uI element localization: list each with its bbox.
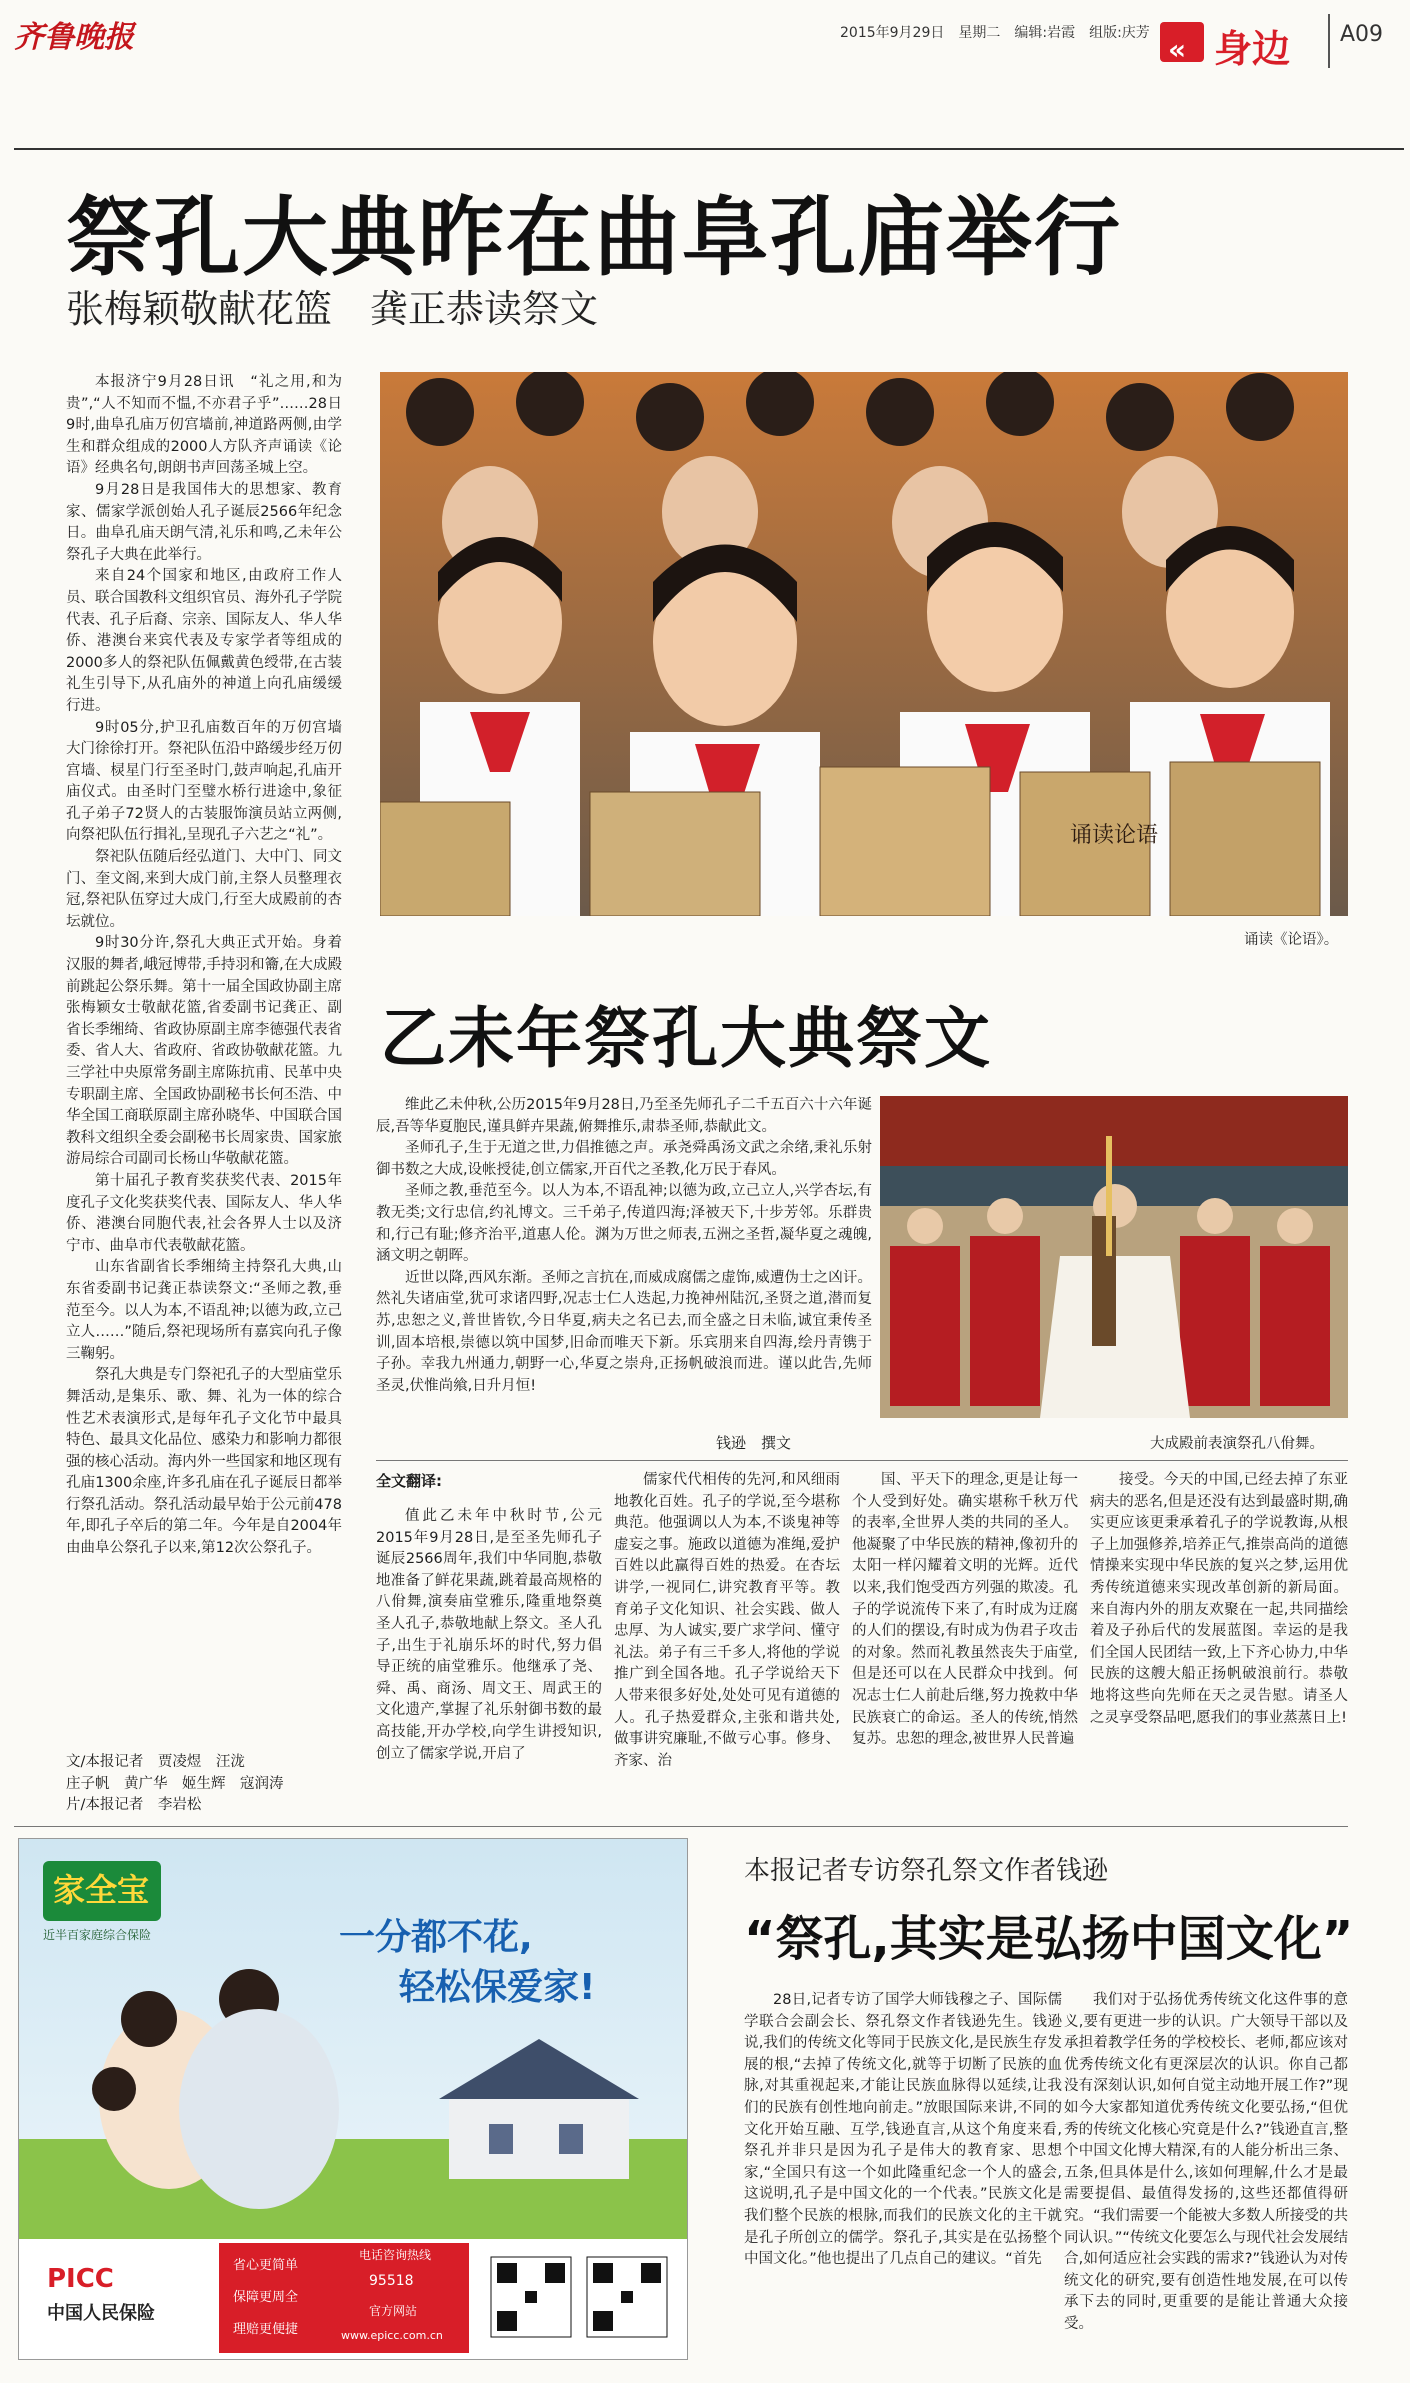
page-number: A09	[1340, 22, 1384, 47]
interview-title: “祭孔,其实是弘扬中国文化”	[744, 1911, 1354, 1967]
interview-kicker: 本报记者专访祭孔祭文作者钱逊	[744, 1856, 1109, 1886]
translation-column	[614, 1470, 840, 1772]
section-rule	[376, 1460, 1348, 1461]
jiwen-paragraph: 维此乙未仲秋,公历2015年9月28日,乃至圣先师孔子二千五百六十六年诞辰,吾等华夏胞民,谨具鲜卉果蔬,俯舞推乐,肃恭圣师,恭献此文。	[376, 1097, 872, 1135]
translation-paragraph: 儒家代代相传的先河,和风细雨地教化百姓。孔子的学说,至今堪称典范。他强调以人为本,不谈鬼神等虚妄之事。施政以道德为准绳,爱护百姓以此赢得百姓的热爱。在杏坛讲学,一视同仁,讲究教育平等。教育弟子文化知识、社会实践、做人忠厚、为人诚实,要广求学问、懂守礼法。弟子有三千多人,将他的学说推广到全国各地。孔子学说给天下人带来很多好处,处处可见有道德的人。孔子热爱群众,主张和谐共处,做事讲究廉耻,不做亏心事。修身、齐家、治	[614, 1472, 840, 1769]
lead-paragraph: 9时30分许,祭孔大典正式开始。身着汉服的舞者,峨冠博带,手持羽和籥,在大成殿前跳起公祭乐舞。第十一届全国政协副主席张梅颖女士敬献花篮,省委副书记龚正、副省长季缃绮、省政协原副主席李德强代表省委、省人大、省政府、省政协敬献花篮。九三学社中央原常务副主席陈抗甫、民革中央专职副主席、全国政协副秘书长何丕浩、中华全国工商联原副主席孙晓华、中国联合国教科文组织全委会副秘书长周家贵、国家旅游局综合司副司长杨山华敬献花篮。	[66, 935, 342, 1168]
lead-paragraph: 9时05分,护卫孔庙数百年的万仞宫墙大门徐徐打开。祭祀队伍沿中路缓步经万仞宫墙、棂星门行至圣时门,鼓声响起,孔庙开庙仪式。由圣时门至璧水桥行进途中,象征孔子弟子72贤人的古装服饰演员站立两侧,向祭祀队伍行揖礼,呈现孔子六艺之“礼”。	[66, 719, 342, 844]
translation-label: 全文翻译:	[376, 1472, 442, 1490]
masthead-divider	[1328, 14, 1330, 68]
lead-paragraph: 本报济宁9月28日讯 “礼之用,和为贵”,“人不知而不愠,不亦君子乎”……28日9时,曲阜孔庙万仞宫墙前,神道路两侧,由学生和群众组成的2000人方队齐声诵读《论语》经典名句,朗朗书声回荡圣城上空。	[66, 374, 342, 477]
lead-paragraph: 祭孔大典是专门祭祀孔子的大型庙堂乐舞活动,是集乐、歌、舞、礼为一体的综合性艺术表演形式,是每年孔子文化节中最具特色、最具文化品位、感染力和影响力都很强的核心活动。海内外一些国家和地区现有孔庙1300余座,许多孔庙在孔子诞辰日都举行祭孔活动。祭孔活动最早始于公元前478年,即孔子卒后的第二年。今年是自2004年由曲阜公祭孔子以来,第12次公祭孔子。	[66, 1367, 342, 1557]
byline-line: 文/本报记者 贾凌煜 汪泷	[66, 1754, 245, 1770]
book-cover-text: 诵读论语	[1070, 823, 1159, 848]
bottom-rule	[14, 1826, 1348, 1827]
translation-column	[1090, 1470, 1348, 1729]
jiwen-signature: 钱逊 撰文	[716, 1434, 792, 1452]
issue-meta: 2015年9月29日 星期二 编辑:岩霞 组版:庆芳	[840, 25, 1150, 41]
newspaper-logo: 齐鲁晚报	[14, 20, 134, 55]
qr-code-icon	[491, 2257, 571, 2337]
jiwen-paragraph: 近世以降,西风东渐。圣师之言抗在,而威成腐儒之虚饰,威遭伪士之凶讦。然礼失诸庙堂,犹可求诸四野,况志士仁人迭起,力挽神州陆沉,圣贤之道,潜而复苏,忠恕之义,普世皆钦,今日华夏,病夫之名已去,而全盛之日未临,诚宜秉传圣训,固本培根,崇德以筑中国梦,旧命而唯天下新。乐宾朋来自四海,绘丹青镌于子孙。幸我九州通力,朝野一心,华夏之崇舟,正扬帆破浪而进。谨以此告,先师圣灵,伏惟尚飨,日升月恒!	[376, 1269, 872, 1394]
lead-paragraph: 9月28日是我国伟大的思想家、教育家、儒家学派创始人孔子诞辰2566年纪念日。曲阜孔庙天朗气清,礼乐和鸣,乙未年公祭孔子大典在此举行。	[66, 481, 342, 563]
interview-paragraph: 28日,记者专访了国学大师钱穆之子、国际儒学联合会副会长、祭孔祭文作者钱逊先生。钱逊说,我们的传统文化等同于民族文化,是民族生存发展的根,“去掉了传统文化,就等于切断了民族的血脉,对其重视起来,才能让民族血脉得以延续,让我们的民族有创性地向前走。”放眼国际来讲,不同的文化开始互融、互学,钱逊直言,从这个角度来看,祭孔并非只是因为孔子是伟大的教育家、思想家,“全国只有这一个如此隆重纪念一个人的盛会,这说明,孔子是中国文化的一个代表。”民族文化是我们整个民族的根脉,而我们的民族文化的主干就是孔子所创立的儒学。祭孔子,其实是在弘扬整个中国文化。”他也提出了几点自己的建议。“首先	[744, 1992, 1062, 2268]
dance-photo	[880, 1096, 1348, 1418]
ad-slogan-1: 一分都不花,	[339, 1917, 533, 1958]
translation-paragraph: 值此乙未年中秋时节,公元2015年9月28日,是至圣先师孔子诞辰2566周年,我们中华同胞,恭敬地准备了鲜花果蔬,跳着最高规格的八佾舞,演奏庙堂雅乐,隆重地祭奠圣人孔子,恭敬地献上祭文。圣人孔子,出生于礼崩乐坏的时代,努力倡导正统的庙堂雅乐。他继承了尧、舜、禹、商汤、周文王、周武王的文化遗产,掌握了礼乐射御书数的最高技能,开办学校,向学生讲授知识,创立了儒家学说,开启了	[376, 1508, 602, 1762]
lead-paragraph: 山东省副省长季缃绮主持祭孔大典,山东省委副书记龚正恭读祭文:“圣师之教,垂范至今。以人为本,不语乱神;以德为政,立己立人……”随后,祭祀现场所有嘉宾向孔子像三鞠躬。	[66, 1259, 342, 1362]
main-headline: 祭孔大典昨在曲阜孔庙举行	[66, 188, 1122, 288]
insurance-ad	[18, 1838, 688, 2360]
lead-article	[66, 372, 342, 1560]
interview-column	[1064, 1990, 1348, 2336]
translation-column	[376, 1506, 602, 1765]
translation-paragraph: 接受。今天的中国,已经去掉了东亚病夫的恶名,但是还没有达到最盛时期,确实更应该更秉承着孔子的学说教诲,从根子上加强修养,培养正气,推崇高尚的道德情操来实现中华民族的复兴之梦,运用优秀传统道德来实现改革创新的新局面。来自海内外的朋友欢聚在一起,共同描绘着及子孙后代的发展蓝图。幸运的是我们全国人民团结一致,上下齐心协力,中华民族的这艘大船正扬帆破浪前行。恭敬地将这些向先师在天之灵告慰。请圣人之灵享受祭品吧,愿我们的事业蒸蒸日上!	[1090, 1472, 1348, 1726]
ad-brand: 家全宝	[53, 1871, 150, 1909]
jiwen-paragraph: 圣师孔子,生于无道之世,力倡推德之声。承尧舜禹汤文武之余绪,秉礼乐射御书数之大成,设帐授徒,创立儒家,开百代之圣教,化万民于春风。	[376, 1140, 872, 1178]
jiwen-title: 乙未年祭孔大典祭文	[380, 1000, 992, 1077]
top-rule	[14, 148, 1404, 150]
interview-column	[744, 1990, 1062, 2271]
lead-paragraph: 来自24个国家和地区,由政府工作人员、联合国教科文组织官员、海外孔子学院代表、孔子后裔、宗亲、国际友人、华人华侨、港澳台来宾代表及专家学者等组成的2000多人的祭祀队伍佩戴黄色绶带,在古装礼生引导下,从孔庙外的神道上向孔庙缓缓行进。	[66, 568, 342, 714]
photo1-caption: 诵读《论语》。	[1244, 932, 1339, 948]
lead-paragraph: 祭祀队伍随后经弘道门、大中门、同文门、奎文阁,来到大成门前,主祭人员整理衣冠,祭祀队伍穿过大成门,行至大成殿前的杏坛就位。	[66, 849, 342, 930]
jiwen-paragraph: 圣师之教,垂范至今。以人为本,不语乱神;以德为政,立己立人,兴学杏坛,有教无类;文行忠信,约礼博文。三千弟子,传道四海;泽被天下,十步芳邻。乐群贵和,行己有耻;修齐治平,道惠人伦。渊为万世之师表,五洲之圣哲,凝华夏之魂魄,涵文明之朝晖。	[376, 1183, 872, 1265]
translation-paragraph: 国、平天下的理念,更是让每一个人受到好处。确实堪称千秋万代的表率,全世界人类的共同的圣人。他凝聚了中华民族的精神,像初升的太阳一样闪耀着文明的光辉。近代以来,我们饱受西方列强的欺凌。孔子的学说流传下来了,有时成为迂腐的人们的摆设,有时成为伪君子攻击的对象。然而礼教虽然丧失于庙堂,但是还可以在人民群众中找到。何况志士仁人前赴后继,努力挽救中华民族衰亡的命运。圣人的传统,悄然复苏。忠恕的理念,被世界人民普遍	[852, 1472, 1078, 1748]
ad-hotline-label: 电话咨询热线	[359, 2248, 432, 2262]
ad-company-abbr: PICC	[47, 2264, 114, 2294]
ad-hotline: 95518	[369, 2273, 414, 2289]
byline-line: 片/本报记者 李岩松	[66, 1797, 202, 1814]
ad-website-label: 官方网站	[369, 2304, 418, 2318]
children-reading-photo	[380, 372, 1348, 916]
section-marker-icon: «	[1160, 22, 1204, 62]
byline-line: 庄子帆 黄广华 姬生辉 寇润涛	[66, 1775, 284, 1792]
sub-headline: 张梅颖敬献花篮 龚正恭读祭文	[66, 287, 599, 331]
ad-bullet: 保障更周全	[233, 2290, 299, 2305]
section-badge	[1160, 14, 1320, 71]
ad-slogan-2: 轻松保爱家!	[399, 1967, 596, 2008]
section-label: 身边	[1214, 27, 1291, 71]
byline	[66, 1752, 346, 1817]
ad-bullet: 省心更简单	[233, 2258, 299, 2273]
ad-bullet: 理赔更便捷	[233, 2322, 299, 2337]
translation-column	[852, 1470, 1078, 1751]
ad-brand-sub: 近半百家庭综合保险	[43, 1928, 152, 1942]
photo2-caption: 大成殿前表演祭孔八佾舞。	[1150, 1436, 1324, 1452]
qr-code-icon	[587, 2257, 667, 2337]
lead-paragraph: 第十届孔子教育奖获奖代表、2015年度孔子文化奖获奖代表、国际友人、华人华侨、港澳台同胞代表,社会各界人士以及济宁市、曲阜市代表敬献花篮。	[66, 1172, 342, 1254]
ad-company: 中国人民保险	[47, 2303, 155, 2324]
interview-paragraph: 我们对于弘扬优秀传统文化这件事的意义,要有更进一步的认识。广大领导干部以及承担着教学任务的学校校长、老师,都应该对优秀传统文化有更深层次的认识。你自己都没有深刻认识,如何自觉主动地开展工作?”现如今大家都知道优秀传统文化要弘扬,“但优秀的传统文化核心究竟是什么?”钱逊直言,整个中国文化博大精深,有的人能分析出三条、五条,但具体是什么,该如何理解,什么才是最需要提倡、最值得发扬的,这些还都值得研究。“我们需要一个能被大多数人所接受的共同认识。”“传统文化要怎么与现代社会发展结合,如何适应社会实践的需求?”钱逊认为对传统文化的研究,要有创造性地发展,在可以传承下去的同时,更重要的是能让普通大众接受。	[1064, 1992, 1348, 2332]
jiwen-text	[376, 1095, 872, 1397]
ad-website: www.epicc.com.cn	[341, 2329, 443, 2342]
